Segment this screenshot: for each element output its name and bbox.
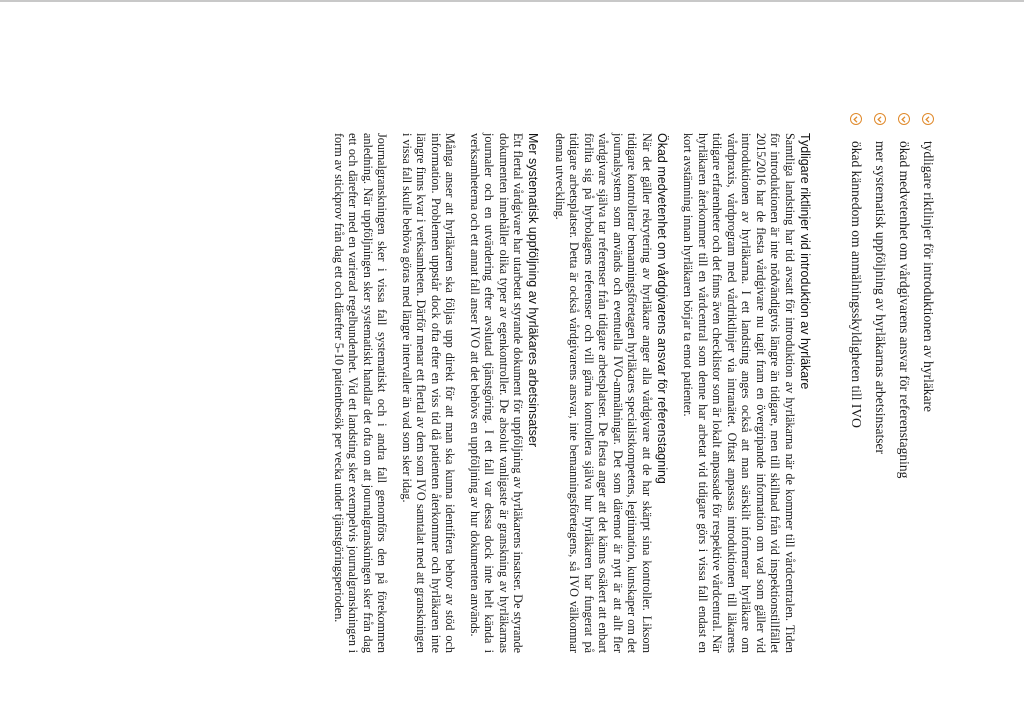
bullet-text: tydligare riktlinjer för introduktionen av hyrläkare xyxy=(921,141,936,413)
bullet-item xyxy=(892,113,916,673)
section-heading: Tydligare riktlinjer vid introduktion av hyrläkare xyxy=(798,133,812,390)
bullet-text: mer systematisk uppföljning av hyrläkarnas arbetsinsatser xyxy=(873,141,888,455)
chevron-down-circle-icon xyxy=(850,113,862,125)
section-referenstagning xyxy=(553,133,670,653)
bullet-list xyxy=(844,113,940,673)
section-heading: Mer systematisk uppföljning av hyrläkares arbetsinsatser xyxy=(526,133,541,448)
chevron-down-circle-icon xyxy=(874,113,886,125)
paragraph: När det gäller rekrytering av hyrläkare anger alla vårdgivare att de har skärpt sina kontroller. Liksom tidigare kontrollerar bemanningsföretagen hyrläkares specialistkompetens, legitimation, kunskaper om det journalsystem som används och eventuella IVO-anmälningar. Det som däremot är nytt är att allt fler vårdgivare själva tar referenser från tidigare arbetsplatser. De flesta anger att det känns osäkert att enbart förlita sig på hyrbolagens referenser och vill gärna kontrollera själva hur hyrläkaren har fungerat på tidigare arbetsplatser. Detta är också vårdgivarens ansvar, inte bemanningsföretagens, så IVO välkomnar denna utveckling. xyxy=(553,133,654,653)
paragraph: Många anser att hyrläkaren ska följas upp direkt för att man ska kunna identifiera behov av stöd och information. Problemen uppstår dock ofta efter en viss tid då patienten återkommer och hyrläkaren inte längre finns kvar i verksamheten. Därför menar ett flertal av dem som IVO samtalat med att granskningen i vissa fall skulle behöva göras med längre intervaller än vad som sker idag. xyxy=(400,133,458,653)
bullet-item xyxy=(844,113,868,673)
paragraph: Ett flertal vårdgivare har utarbetat styrande dokument för uppföljning av hyrläkarens insatser. De styrande dokumenten innehåller olika typer av egenkontroller. De absolut vanligaste är granskning av hyrläkarnas journaler och en utvärdering efter avslutad tjänstgöring. I ett fall var dessa dock inte helt kända i verksamheterna och ett annat fall anser IVO att det behövs en uppföljning av hur dokumenten används. xyxy=(468,133,526,653)
chevron-down-circle-icon xyxy=(922,113,934,125)
bullet-item xyxy=(916,113,940,673)
paragraph: Samtliga landsting har tid avsatt för introduktion av hyrläkarna när de kommer till vårdcentralen. Tiden för introduktionen är inte nödvändigtvis längre än tidigare, men till skillnad från vid inspektionstillfället 2015/2016 har de flesta vårdgivare nu tagit fram en övergripande information om vad som gäller vid introduktionen av hyrläkarna. I ett landsting anges också att man särskilt informerar hyrläkare om vårdpraxis, vårdprogram med vårdriktlinjer via intranätet. Oftast anpassas introduktionen till läkarens tidigare erfarenheter och det finns även checklistor som är lokalt anpassade för respektive vårdcentral. När hyrläkaren återkommer till en vårdcentral som denne har arbetat vid tidigare görs i vissa fall endast en kort avstämning innan hyrläkaren börjar ta emot patienter. xyxy=(681,133,797,653)
chevron-down-circle-icon xyxy=(898,113,910,125)
section-introduction xyxy=(681,133,812,653)
section-heading: Ökad medvetenhet om vårdgivarens ansvar för referenstagning xyxy=(655,133,669,484)
section-uppfoljning xyxy=(332,133,541,653)
paragraph: Journalgranskningen sker i vissa fall systematiskt och i andra fall genomförs den på förekommen anledning. När uppföljningen sker systematiskt handlar det ofta om att journalgranskningen sker från dag ett och därefter med en varierad regelbundenhet. Vid ett landsting sker exempelvis journalgranskningen i form av stickprov från dag ett och därefter 5-10 patientbesök per vecka under tjänstgöringsperioden. xyxy=(332,133,390,653)
bullet-item xyxy=(868,113,892,673)
document-body xyxy=(320,133,813,653)
bullet-text: ökad kännedom om anmälningsskyldigheten till IVO xyxy=(849,141,864,428)
bullet-text: ökad medvetenhet om vårdgivarens ansvar för referenstagning xyxy=(897,141,912,479)
